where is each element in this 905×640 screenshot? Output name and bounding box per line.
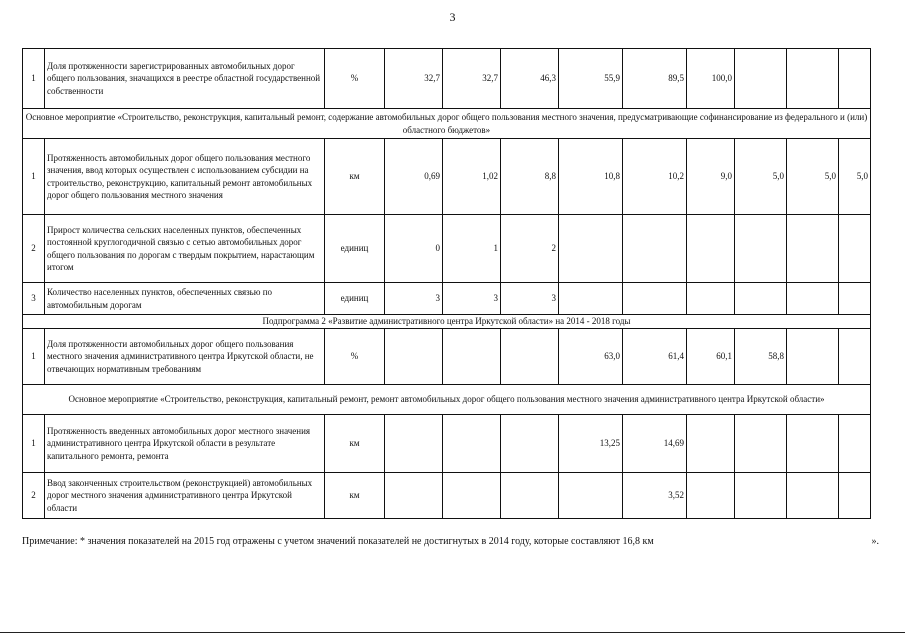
unit-cell: единиц [325, 215, 385, 283]
value-cell [787, 49, 839, 109]
value-cell [385, 329, 443, 385]
value-cell: 8,8 [501, 139, 559, 215]
unit-cell: км [325, 473, 385, 519]
page-bottom-edge [0, 632, 905, 633]
value-cell: 61,4 [623, 329, 687, 385]
value-cell [839, 49, 871, 109]
value-cell [839, 283, 871, 315]
row-number: 2 [23, 215, 45, 283]
unit-cell: % [325, 329, 385, 385]
value-cell [559, 283, 623, 315]
value-cell: 60,1 [687, 329, 735, 385]
indicator-name: Доля протяженности зарегистрированных автомобильных дорог общего пользования, значащихся в реестре областной государственной собственности [45, 49, 325, 109]
value-cell [787, 215, 839, 283]
row-number: 1 [23, 139, 45, 215]
value-cell [735, 283, 787, 315]
value-cell [787, 473, 839, 519]
value-cell: 100,0 [687, 49, 735, 109]
value-cell: 9,0 [687, 139, 735, 215]
table-row [23, 49, 871, 109]
row-number: 1 [23, 329, 45, 385]
value-cell: 32,7 [385, 49, 443, 109]
value-cell: 3 [443, 283, 501, 315]
section-title: Подпрограмма 2 «Развитие административного центра Иркутской области» на 2014 - 2018 годы [23, 315, 871, 329]
table-row [23, 283, 871, 315]
value-cell: 32,7 [443, 49, 501, 109]
row-number: 3 [23, 283, 45, 315]
row-number: 2 [23, 473, 45, 519]
section-header-row [23, 385, 871, 415]
value-cell [623, 215, 687, 283]
value-cell [839, 415, 871, 473]
value-cell [559, 473, 623, 519]
value-cell [687, 415, 735, 473]
indicator-name: Ввод законченных строительством (реконструкцией) автомобильных дорог местного значения административного центра Иркутской области [45, 473, 325, 519]
value-cell [443, 415, 501, 473]
value-cell: 1 [443, 215, 501, 283]
value-cell: 5,0 [735, 139, 787, 215]
table-row [23, 415, 871, 473]
value-cell: 0,69 [385, 139, 443, 215]
value-cell [501, 415, 559, 473]
value-cell [735, 215, 787, 283]
value-cell: 13,25 [559, 415, 623, 473]
value-cell [559, 215, 623, 283]
value-cell [687, 283, 735, 315]
unit-cell: км [325, 139, 385, 215]
value-cell: 2 [501, 215, 559, 283]
section-title: Основное мероприятие «Строительство, реконструкция, капитальный ремонт, содержание автомобильных дорог общего пользования местного значения, предусматривающие софинансирование из федерального и (или) областного бюджетов» [23, 109, 871, 139]
value-cell [687, 215, 735, 283]
value-cell: 89,5 [623, 49, 687, 109]
table-row [23, 139, 871, 215]
value-cell [687, 473, 735, 519]
value-cell [839, 215, 871, 283]
indicator-name: Протяженность введенных автомобильных дорог местного значения административного центра Иркутской области в результате капитального ремонта, ремонта [45, 415, 325, 473]
unit-cell: км [325, 415, 385, 473]
value-cell: 0 [385, 215, 443, 283]
value-cell [501, 329, 559, 385]
unit-cell: % [325, 49, 385, 109]
indicators-table [22, 48, 871, 519]
footnote-tail: ». [871, 536, 879, 547]
value-cell [839, 329, 871, 385]
value-cell [385, 415, 443, 473]
value-cell: 55,9 [559, 49, 623, 109]
value-cell: 3,52 [623, 473, 687, 519]
value-cell: 46,3 [501, 49, 559, 109]
value-cell [443, 329, 501, 385]
indicator-name: Прирост количества сельских населенных пунктов, обеспеченных постоянной круглогодичной связью с сетью автомобильных дорог общего пользования по дорогам с твердым покрытием, нарастающим итогом [45, 215, 325, 283]
page-number: 3 [449, 10, 456, 24]
indicator-name: Количество населенных пунктов, обеспеченных связью по автомобильным дорогам [45, 283, 325, 315]
value-cell [735, 415, 787, 473]
value-cell [385, 473, 443, 519]
value-cell [839, 473, 871, 519]
footnote-text: Примечание: * значения показателей на 2015 год отражены с учетом значений показателей не достигнутых в 2014 году, которые составляют 16,8 км [22, 536, 654, 547]
value-cell [443, 473, 501, 519]
value-cell: 10,8 [559, 139, 623, 215]
table-row [23, 329, 871, 385]
value-cell [735, 49, 787, 109]
unit-cell: единиц [325, 283, 385, 315]
value-cell: 58,8 [735, 329, 787, 385]
row-number: 1 [23, 415, 45, 473]
value-cell: 1,02 [443, 139, 501, 215]
value-cell [501, 473, 559, 519]
value-cell: 3 [501, 283, 559, 315]
value-cell [735, 473, 787, 519]
value-cell: 3 [385, 283, 443, 315]
value-cell [787, 415, 839, 473]
value-cell: 10,2 [623, 139, 687, 215]
value-cell: 14,69 [623, 415, 687, 473]
value-cell: 63,0 [559, 329, 623, 385]
section-title: Основное мероприятие «Строительство, реконструкция, капитальный ремонт, ремонт автомобильных дорог общего пользования местного значения административного центра Иркутской области» [23, 385, 871, 415]
value-cell: 5,0 [787, 139, 839, 215]
indicator-name: Протяженность автомобильных дорог общего пользования местного значения, ввод которых осуществлен с использованием субсидии на строительство, реконструкцию, капитальный ремонт автомобильных дорог общего пользования местного значения [45, 139, 325, 215]
table-row [23, 473, 871, 519]
value-cell [787, 329, 839, 385]
table-row [23, 215, 871, 283]
value-cell: 5,0 [839, 139, 871, 215]
indicator-name: Доля протяженности автомобильных дорог общего пользования местного значения административного центра Иркутской области, не отвечающих нормативным требованиям [45, 329, 325, 385]
section-header-row [23, 109, 871, 139]
value-cell [787, 283, 839, 315]
row-number: 1 [23, 49, 45, 109]
value-cell [623, 283, 687, 315]
section-header-row [23, 315, 871, 329]
footnote [22, 536, 887, 547]
